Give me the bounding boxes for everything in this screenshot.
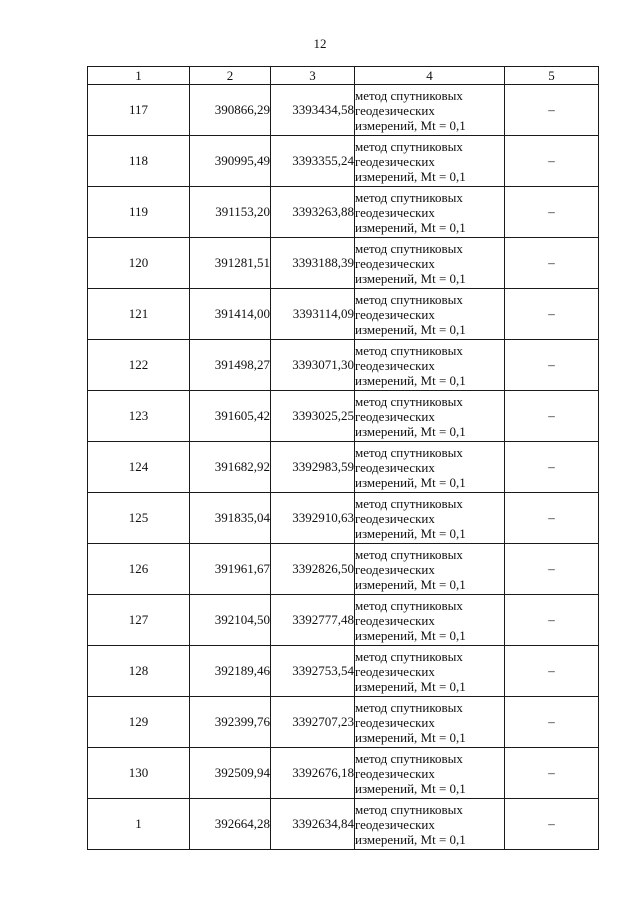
- table-row: [88, 799, 599, 850]
- note-value: –: [548, 408, 555, 423]
- note-cell: [505, 187, 599, 238]
- point-number: 120: [88, 238, 190, 289]
- coordinate-y: 3393188,39: [271, 238, 355, 289]
- point-number: 129: [88, 697, 190, 748]
- method-line: измерений, Mt = 0,1: [355, 270, 466, 286]
- method-line: измерений, Mt = 0,1: [355, 372, 466, 388]
- coordinate-x: 392509,94: [190, 748, 271, 799]
- method-line: измерений, Mt = 0,1: [355, 678, 466, 694]
- table-body: [88, 85, 599, 850]
- point-number: 130: [88, 748, 190, 799]
- header-row: [88, 67, 599, 85]
- method-line: измерений, Mt = 0,1: [355, 219, 466, 235]
- method-line: метод спутниковых: [355, 189, 463, 205]
- table-row: [88, 442, 599, 493]
- method-line: измерений, Mt = 0,1: [355, 168, 466, 184]
- method-line: измерений, Mt = 0,1: [355, 525, 466, 541]
- note-value: –: [548, 510, 555, 525]
- measurement-method: [355, 238, 505, 289]
- note-value: –: [548, 153, 555, 168]
- coordinate-x: 392399,76: [190, 697, 271, 748]
- note-value: –: [548, 204, 555, 219]
- coordinate-y: 3392777,48: [271, 595, 355, 646]
- point-number: 127: [88, 595, 190, 646]
- coordinate-x: 391281,51: [190, 238, 271, 289]
- table-row: [88, 748, 599, 799]
- note-cell: [505, 748, 599, 799]
- measurement-method: [355, 442, 505, 493]
- method-line: измерений, Mt = 0,1: [355, 117, 466, 133]
- point-number: 118: [88, 136, 190, 187]
- coordinate-y: 3393025,25: [271, 391, 355, 442]
- note-cell: [505, 646, 599, 697]
- method-line: метод спутниковых: [355, 699, 463, 715]
- method-line: измерений, Mt = 0,1: [355, 627, 466, 643]
- measurement-method: [355, 85, 505, 136]
- measurement-method: [355, 391, 505, 442]
- method-line: измерений, Mt = 0,1: [355, 474, 466, 490]
- point-number: 124: [88, 442, 190, 493]
- note-value: –: [548, 255, 555, 270]
- note-cell: [505, 697, 599, 748]
- method-line: геодезических: [355, 663, 435, 679]
- note-value: –: [548, 306, 555, 321]
- table-row: [88, 340, 599, 391]
- table-row: [88, 595, 599, 646]
- measurement-method: [355, 799, 505, 850]
- coordinate-x: 391682,92: [190, 442, 271, 493]
- note-cell: [505, 340, 599, 391]
- measurement-method: [355, 187, 505, 238]
- table-row: [88, 289, 599, 340]
- table-row: [88, 646, 599, 697]
- method-line: метод спутниковых: [355, 801, 463, 817]
- method-line: геодезических: [355, 204, 435, 220]
- method-line: метод спутниковых: [355, 444, 463, 460]
- note-value: –: [548, 663, 555, 678]
- method-line: геодезических: [355, 765, 435, 781]
- table-row: [88, 493, 599, 544]
- method-line: метод спутниковых: [355, 597, 463, 613]
- method-line: геодезических: [355, 102, 435, 118]
- method-line: геодезических: [355, 306, 435, 322]
- header-col-4: 4: [355, 67, 505, 85]
- note-value: –: [548, 816, 555, 831]
- table-row: [88, 391, 599, 442]
- note-value: –: [548, 561, 555, 576]
- note-cell: [505, 493, 599, 544]
- method-line: метод спутниковых: [355, 750, 463, 766]
- coordinate-y: 3392753,54: [271, 646, 355, 697]
- point-number: 123: [88, 391, 190, 442]
- coordinate-x: 391498,27: [190, 340, 271, 391]
- note-cell: [505, 391, 599, 442]
- point-number: 126: [88, 544, 190, 595]
- note-cell: [505, 595, 599, 646]
- header-col-3: 3: [271, 67, 355, 85]
- coordinates-table: [87, 66, 599, 850]
- measurement-method: [355, 646, 505, 697]
- method-line: геодезических: [355, 357, 435, 373]
- method-line: измерений, Mt = 0,1: [355, 729, 466, 745]
- note-cell: [505, 442, 599, 493]
- coordinate-x: 391153,20: [190, 187, 271, 238]
- method-line: измерений, Mt = 0,1: [355, 423, 466, 439]
- point-number: 117: [88, 85, 190, 136]
- method-line: метод спутниковых: [355, 546, 463, 562]
- method-line: геодезических: [355, 459, 435, 475]
- coordinate-y: 3392676,18: [271, 748, 355, 799]
- note-cell: [505, 238, 599, 289]
- header-col-5: 5: [505, 67, 599, 85]
- measurement-method: [355, 544, 505, 595]
- table-row: [88, 697, 599, 748]
- coordinate-y: 3393114,09: [271, 289, 355, 340]
- coordinate-x: 392104,50: [190, 595, 271, 646]
- method-line: метод спутниковых: [355, 495, 463, 511]
- method-line: метод спутниковых: [355, 240, 463, 256]
- coordinate-x: 391414,00: [190, 289, 271, 340]
- note-value: –: [548, 102, 555, 117]
- note-value: –: [548, 612, 555, 627]
- measurement-method: [355, 289, 505, 340]
- note-cell: [505, 799, 599, 850]
- header-col-2: 2: [190, 67, 271, 85]
- note-value: –: [548, 459, 555, 474]
- table-row: [88, 85, 599, 136]
- coordinate-x: 390866,29: [190, 85, 271, 136]
- coordinate-y: 3392910,63: [271, 493, 355, 544]
- method-line: геодезических: [355, 153, 435, 169]
- measurement-method: [355, 748, 505, 799]
- point-number: 122: [88, 340, 190, 391]
- point-number: 1: [88, 799, 190, 850]
- note-cell: [505, 136, 599, 187]
- table-header: [88, 67, 599, 85]
- method-line: геодезических: [355, 714, 435, 730]
- note-value: –: [548, 357, 555, 372]
- coordinate-y: 3393263,88: [271, 187, 355, 238]
- method-line: геодезических: [355, 612, 435, 628]
- point-number: 125: [88, 493, 190, 544]
- method-line: измерений, Mt = 0,1: [355, 780, 466, 796]
- method-line: измерений, Mt = 0,1: [355, 321, 466, 337]
- coordinate-x: 392189,46: [190, 646, 271, 697]
- method-line: геодезических: [355, 816, 435, 832]
- method-line: метод спутниковых: [355, 87, 463, 103]
- measurement-method: [355, 595, 505, 646]
- page-number: 12: [313, 36, 327, 51]
- coordinate-y: 3393355,24: [271, 136, 355, 187]
- method-line: измерений, Mt = 0,1: [355, 831, 466, 847]
- coordinate-y: 3392826,50: [271, 544, 355, 595]
- table-row: [88, 187, 599, 238]
- coordinate-y: 3392983,59: [271, 442, 355, 493]
- method-line: геодезических: [355, 510, 435, 526]
- measurement-method: [355, 493, 505, 544]
- note-cell: [505, 289, 599, 340]
- note-value: –: [548, 714, 555, 729]
- note-cell: [505, 544, 599, 595]
- point-number: 119: [88, 187, 190, 238]
- note-value: –: [548, 765, 555, 780]
- method-line: измерений, Mt = 0,1: [355, 576, 466, 592]
- table-row: [88, 544, 599, 595]
- measurement-method: [355, 340, 505, 391]
- coordinate-x: 391835,04: [190, 493, 271, 544]
- method-line: метод спутниковых: [355, 138, 463, 154]
- table-row: [88, 238, 599, 289]
- coordinate-y: 3392707,23: [271, 697, 355, 748]
- header-col-1: 1: [88, 67, 190, 85]
- coordinate-y: 3393071,30: [271, 340, 355, 391]
- coordinate-y: 3393434,58: [271, 85, 355, 136]
- point-number: 128: [88, 646, 190, 697]
- point-number: 121: [88, 289, 190, 340]
- method-line: геодезических: [355, 561, 435, 577]
- method-line: метод спутниковых: [355, 291, 463, 307]
- method-line: метод спутниковых: [355, 648, 463, 664]
- coordinate-x: 390995,49: [190, 136, 271, 187]
- coordinate-y: 3392634,84: [271, 799, 355, 850]
- measurement-method: [355, 697, 505, 748]
- coordinate-x: 391605,42: [190, 391, 271, 442]
- method-line: метод спутниковых: [355, 342, 463, 358]
- method-line: метод спутниковых: [355, 393, 463, 409]
- coordinate-x: 391961,67: [190, 544, 271, 595]
- method-line: геодезических: [355, 255, 435, 271]
- table-row: [88, 136, 599, 187]
- note-cell: [505, 85, 599, 136]
- method-line: геодезических: [355, 408, 435, 424]
- measurement-method: [355, 136, 505, 187]
- coordinate-x: 392664,28: [190, 799, 271, 850]
